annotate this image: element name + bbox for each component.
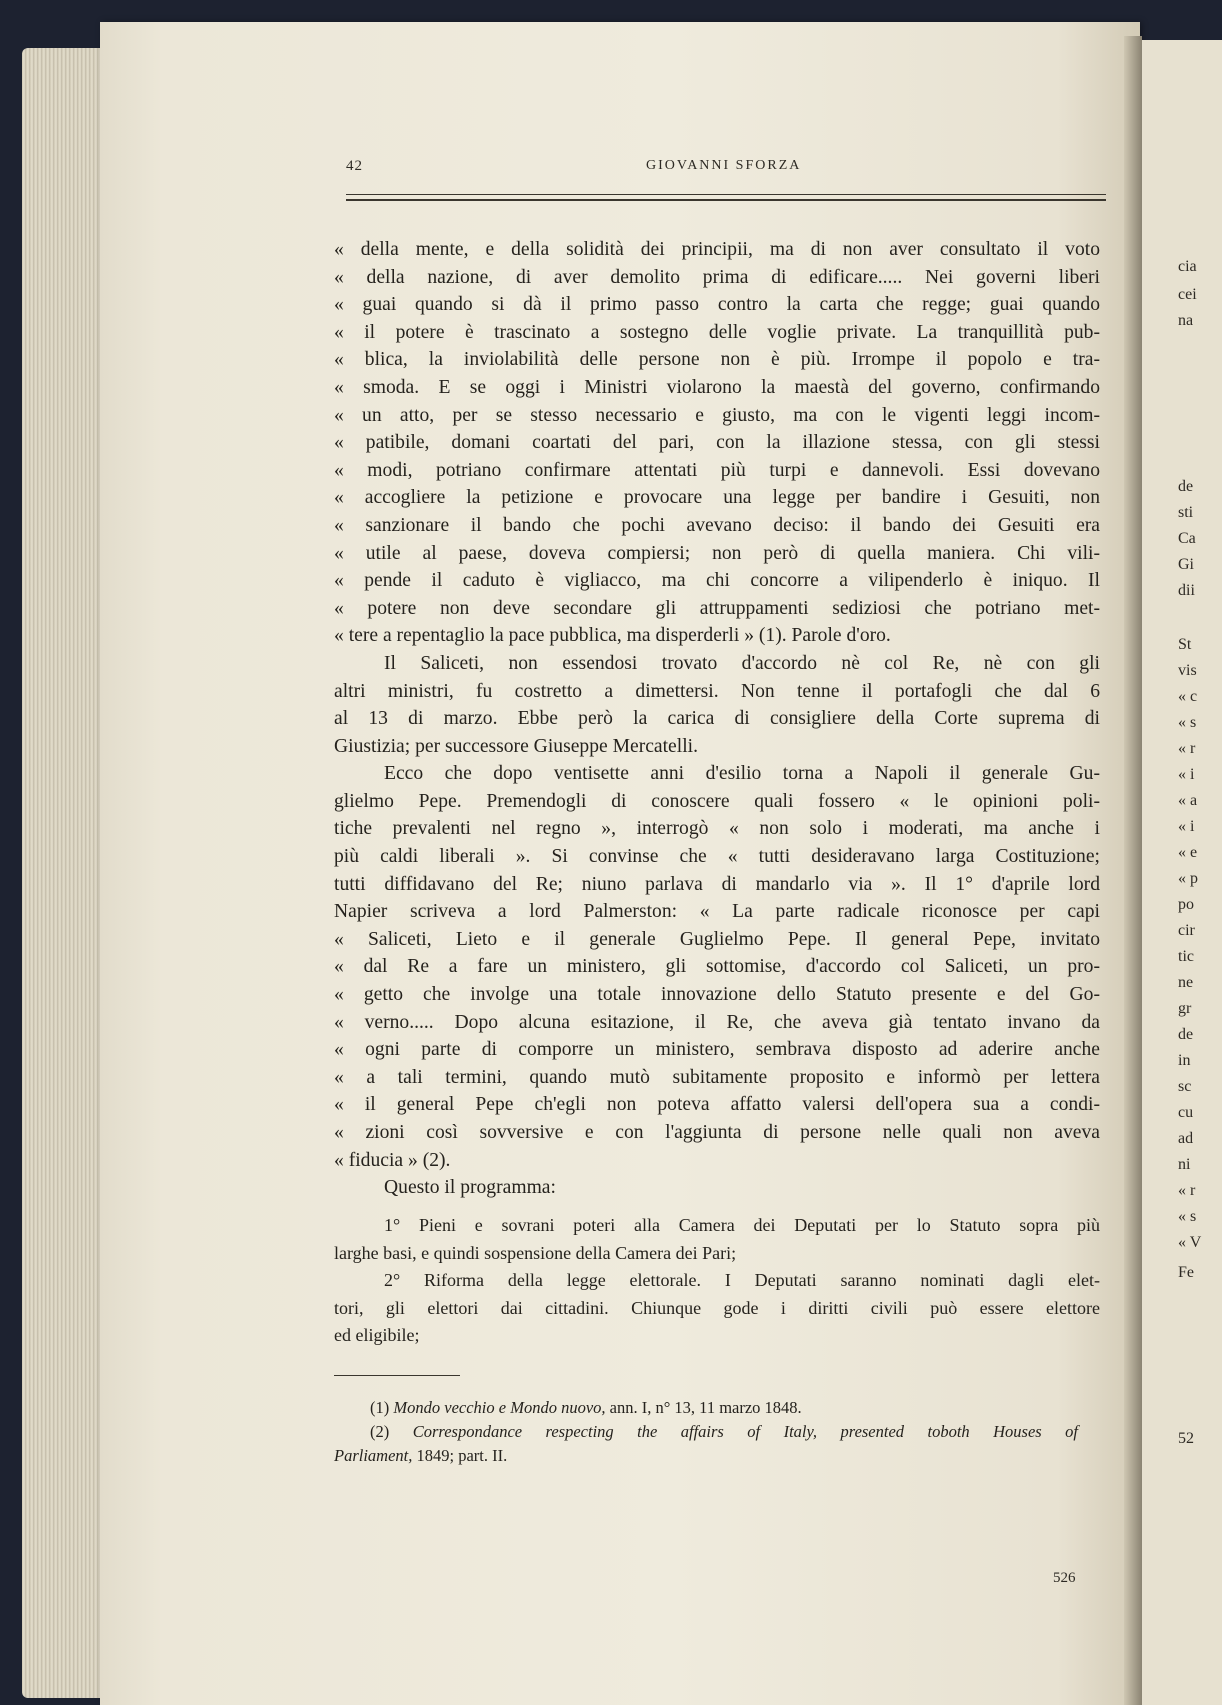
body-line: glielmo Pepe. Premendogli di conoscere quali fossero « le opinioni poli-: [334, 790, 1100, 812]
body-line: Giustizia; per successore Giuseppe Mercatelli.: [334, 735, 698, 757]
next-page-text-fragment: « a: [1178, 792, 1198, 809]
next-page-text-fragment: na: [1178, 312, 1194, 329]
footnote-2-continued: [334, 1444, 1078, 1468]
program-line: larghe basi, e quindi sospensione della Camera dei Pari;: [334, 1242, 737, 1263]
footnote-1-title: Mondo vecchio e Mondo nuovo,: [393, 1398, 606, 1417]
footnote-1-details: ann. I, n° 13, 11 marzo 1848.: [609, 1398, 802, 1417]
footnote-2-title-cont: Parliament,: [334, 1446, 413, 1465]
next-page-text-fragment: « e: [1178, 844, 1198, 861]
header-rule-top: [346, 194, 1106, 195]
body-line: tiche prevalenti nel regno », interrogò « non solo i moderati, ma anche i: [334, 818, 1100, 840]
body-line: Il Saliceti, non essendosi trovato d'accordo nè col Re, nè con gli: [384, 652, 1100, 674]
next-page-text-fragment: St: [1178, 636, 1192, 653]
body-line: « pende il caduto è vigliacco, ma chi concorre a vilipenderlo è iniquo. Il: [334, 570, 1100, 592]
next-page-text-fragment: « r: [1178, 740, 1196, 757]
body-line: « un atto, per se stesso necessario e giusto, ma con le vigenti leggi incom-: [334, 404, 1100, 426]
body-line: « guai quando si dà il primo passo contro la carta che regge; guai quando: [334, 294, 1100, 316]
body-line: Questo il programma:: [384, 1177, 556, 1199]
program-line: tori, gli elettori dai cittadini. Chiunque gode i diritti civili può essere elettore: [334, 1297, 1100, 1318]
body-line: « getto che involge una totale innovazione dello Statuto presente e del Go-: [334, 984, 1100, 1006]
signature-mark: 526: [1053, 1570, 1076, 1586]
body-line: « sanzionare il bando che pochi avevano deciso: il bando dei Gesuiti era: [334, 514, 1100, 536]
body-line: « blica, la inviolabilità delle persone non è più. Irrompe il popolo e tra-: [334, 349, 1100, 371]
body-line: altri ministri, fu costretto a dimettersi. Non tenne il portafogli che dal 6: [334, 680, 1100, 702]
body-line: più caldi liberali ». Si convinse che « tutti desideravano larga Costituzione;: [334, 846, 1100, 868]
next-page-text-fragment: cir: [1178, 922, 1195, 939]
next-page-text-fragment: po: [1178, 896, 1194, 913]
next-page-text-fragment: 52: [1178, 1430, 1194, 1447]
footnote-1-mark: (1): [370, 1398, 390, 1417]
next-page-text-fragment: de: [1178, 1026, 1194, 1043]
next-page-text-fragment: tic: [1178, 948, 1194, 965]
body-line: « il potere è trascinato a sostegno delle voglie private. La tranquillità pub-: [334, 321, 1100, 343]
page-stack-edge: [22, 48, 112, 1698]
next-page-text-fragment: Fe: [1178, 1264, 1194, 1281]
footnote-2-title: Correspondance respecting the affairs of Italy, presented toboth Houses of: [412, 1422, 1079, 1441]
footnote-2-details: 1849; part. II.: [416, 1446, 508, 1465]
next-page-text-fragment: ad: [1178, 1130, 1194, 1147]
body-line: « fiducia » (2).: [334, 1149, 451, 1171]
program-line: 2° Riforma della legge elettorale. I Deputati saranno nominati dagli elet-: [384, 1270, 1100, 1290]
body-line: « ogni parte di comporre un ministero, sembrava disposto ad aderire anche: [334, 1039, 1100, 1061]
running-head: [346, 158, 1126, 182]
page-number: 42: [346, 158, 363, 174]
body-line: « modi, potriano confirmare attentati più turpi e dannevoli. Essi dovevano: [334, 459, 1100, 481]
program-list: [334, 1212, 1100, 1350]
next-page-text-fragment: « r: [1178, 1182, 1196, 1199]
next-page-text-fragment: « V: [1178, 1234, 1202, 1251]
next-page-text-fragment: in: [1178, 1052, 1191, 1069]
footnotes: [334, 1396, 1078, 1468]
next-page-text-fragment: Ca: [1178, 530, 1196, 547]
body-line: « verno..... Dopo alcuna esitazione, il Re, che aveva già tentato invano da: [334, 1011, 1100, 1033]
next-page-text-fragment: sc: [1178, 1078, 1192, 1095]
body-line: al 13 di marzo. Ebbe però la carica di consigliere della Corte suprema di: [334, 708, 1100, 730]
body-line: « dal Re a fare un ministero, gli sottomise, d'accordo col Saliceti, un pro-: [334, 956, 1100, 978]
next-page-text-fragment: Gi: [1178, 556, 1194, 573]
next-page-text-fragment: cu: [1178, 1104, 1194, 1121]
program-line: ed eligibile;: [334, 1325, 420, 1345]
body-line: « potere non deve secondare gli attruppamenti sediziosi che potriano met-: [334, 597, 1100, 619]
header-rule-bottom: [346, 199, 1106, 201]
next-page-text-fragment: dii: [1178, 582, 1195, 599]
footnote-2-mark: (2): [370, 1422, 390, 1441]
next-page-text-fragment: de: [1178, 478, 1194, 495]
next-page-text-fragment: vis: [1178, 662, 1197, 679]
body-line: « accogliere la petizione e provocare una legge per bandire i Gesuiti, non: [334, 487, 1100, 509]
footnote-rule: [334, 1375, 460, 1376]
body-text: [334, 236, 1100, 1202]
body-line: « a tali termini, quando mutò subitamente proposito e informò per lettera: [334, 1066, 1100, 1088]
body-line: « patibile, domani coartati del pari, con la illazione stessa, con gli stessi: [334, 432, 1100, 454]
running-head-author: GIOVANNI SFORZA: [646, 158, 802, 173]
body-line: Ecco che dopo ventisette anni d'esilio torna a Napoli il generale Gu-: [384, 763, 1100, 785]
footnote-1: [334, 1396, 1078, 1420]
body-line: Napier scriveva a lord Palmerston: « La parte radicale riconosce per capi: [334, 901, 1100, 923]
next-page-text-fragment: « i: [1178, 818, 1195, 835]
next-page-text-fragment: « i: [1178, 766, 1195, 783]
next-page-text-fragment: « s: [1178, 714, 1197, 731]
next-page-text-fragment: gr: [1178, 1000, 1192, 1017]
next-page-text-fragment: cei: [1178, 286, 1197, 303]
next-page-text-fragment: ne: [1178, 974, 1194, 991]
body-line: « tere a repentaglio la pace pubblica, ma disperderli » (1). Parole d'oro.: [334, 625, 891, 647]
next-page-fragment: [1142, 40, 1222, 1705]
next-page-text-fragment: « s: [1178, 1208, 1197, 1225]
body-line: « Saliceti, Lieto e il generale Guglielmo Pepe. Il general Pepe, invitato: [334, 928, 1100, 950]
footnote-2: [334, 1420, 1078, 1444]
next-page-text-fragment: « c: [1178, 688, 1198, 705]
body-line: tutti diffidavano del Re; niuno parlava di mandarlo via ». Il 1° d'aprile lord: [334, 873, 1100, 895]
body-line: « utile al paese, doveva compiersi; non però di quella maniera. Chi vili-: [334, 542, 1100, 564]
next-page-text-fragment: sti: [1178, 504, 1194, 521]
body-line: « della mente, e della solidità dei principii, ma di non aver consultato il voto: [334, 239, 1100, 260]
program-line: 1° Pieni e sovrani poteri alla Camera dei Deputati per lo Statuto sopra più: [384, 1215, 1100, 1235]
next-page-text-fragment: ni: [1178, 1156, 1191, 1173]
book-gutter: [1124, 36, 1142, 1705]
body-line: « zioni così sovversive e con l'aggiunta di persone nelle quali non aveva: [334, 1122, 1100, 1143]
body-line: « smoda. E se oggi i Ministri violarono la maestà del governo, confirmando: [334, 376, 1100, 398]
body-line: « il general Pepe ch'egli non poteva affatto valersi dell'opera sua a condi-: [334, 1094, 1100, 1116]
next-page-text-fragment: cia: [1178, 258, 1197, 275]
next-page-text-fragment: « p: [1178, 870, 1198, 887]
body-line: « della nazione, di aver demolito prima di edificare..... Nei governi liberi: [334, 266, 1100, 288]
